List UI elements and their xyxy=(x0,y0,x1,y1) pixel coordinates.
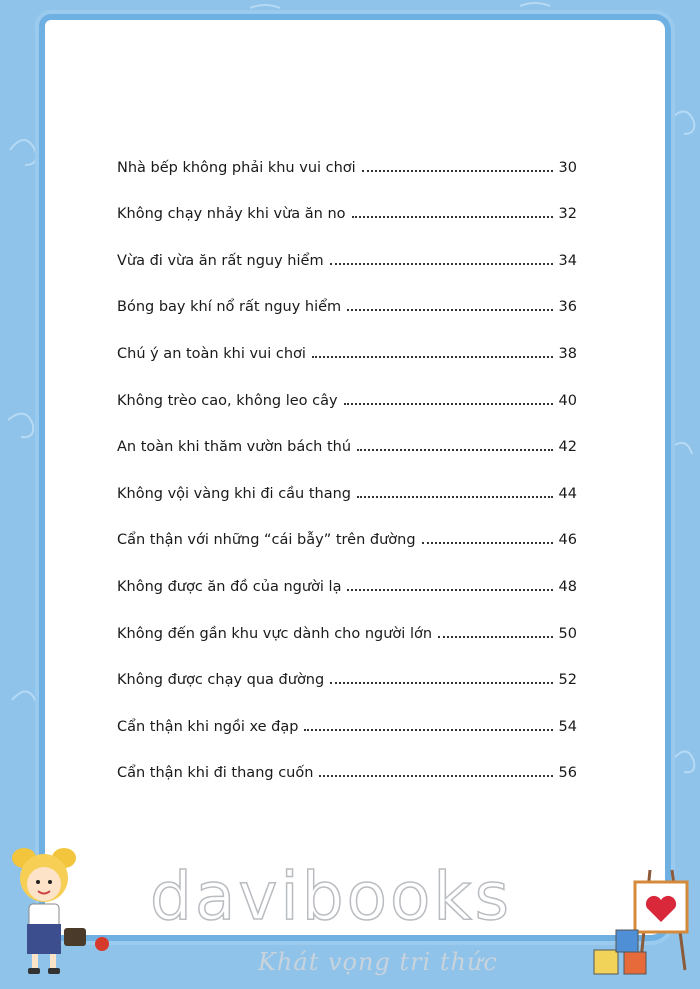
toc-entry-title: An toàn khi thăm vườn bách thú xyxy=(117,439,352,456)
toc-leader-dots xyxy=(352,216,553,218)
toc-entry-title: Không trèo cao, không leo cây xyxy=(117,392,338,409)
toc-entry-title: Chú ý an toàn khi vui chơi xyxy=(117,345,306,362)
toc-entry-page: 30 xyxy=(558,159,577,176)
toc-entry[interactable] xyxy=(117,145,577,192)
toc-entry[interactable] xyxy=(117,518,577,565)
toc-leader-dots xyxy=(438,636,553,638)
toc-leader-dots xyxy=(357,496,553,498)
toc-entry-title: Không được chạy qua đường xyxy=(117,672,325,689)
toc-entry-title: Bóng bay khí nổ rất nguy hiểm xyxy=(117,299,342,316)
toc-entry-page: 54 xyxy=(558,718,577,735)
toc-entry-page: 56 xyxy=(558,765,577,782)
toc-entry-page: 40 xyxy=(558,392,577,409)
toc-entry-page: 46 xyxy=(558,532,577,549)
toc-leader-dots xyxy=(312,356,553,358)
toc-leader-dots xyxy=(362,170,553,172)
toc-leader-dots xyxy=(344,403,553,405)
toc-leader-dots xyxy=(347,309,553,311)
toc-entry-page: 42 xyxy=(558,439,577,456)
toc-leader-dots xyxy=(330,682,553,684)
toc-entry[interactable] xyxy=(117,658,577,705)
toc-entry-title: Không chạy nhảy khi vừa ăn no xyxy=(117,206,346,223)
toc-leader-dots xyxy=(330,263,553,265)
toc-entry[interactable] xyxy=(117,425,577,472)
toc-entry-page: 38 xyxy=(558,345,577,362)
watermark-tagline: Khát vọng tri thức xyxy=(258,948,498,976)
toc-leader-dots xyxy=(319,775,553,777)
toc-entry[interactable] xyxy=(117,704,577,751)
toc-entry-page: 32 xyxy=(558,206,577,223)
toc-leader-dots xyxy=(422,542,553,544)
toc-entry-page: 50 xyxy=(558,625,577,642)
toc-entry-title: Cẩn thận với những “cái bẫy” trên đường xyxy=(117,532,416,549)
toc-entry[interactable] xyxy=(117,331,577,378)
toc-entry-title: Không đến gần khu vực dành cho người lớn xyxy=(117,625,433,642)
toc-entry[interactable] xyxy=(117,611,577,658)
toc-leader-dots xyxy=(357,449,553,451)
toc-entry-page: 44 xyxy=(558,485,577,502)
toc-entry-page: 34 xyxy=(558,252,577,269)
easel-heart-blocks-icon xyxy=(580,860,700,989)
toc-entry-page: 52 xyxy=(558,672,577,689)
toc-entry[interactable] xyxy=(117,564,577,611)
toc-entry[interactable] xyxy=(117,378,577,425)
girl-with-bag-icon xyxy=(2,840,112,980)
toc-entry[interactable] xyxy=(117,192,577,239)
toc-entry[interactable] xyxy=(117,285,577,332)
watermark-brand: davibooks xyxy=(150,858,512,935)
toc-entry[interactable] xyxy=(117,471,577,518)
toc-entry-title: Không vội vàng khi đi cầu thang xyxy=(117,485,352,502)
toc-entry[interactable] xyxy=(117,238,577,285)
toc-entry-title: Cẩn thận khi đi thang cuốn xyxy=(117,765,314,782)
toc-entry-title: Nhà bếp không phải khu vui chơi xyxy=(117,159,356,176)
toc-entry[interactable] xyxy=(117,751,577,798)
toc-entry-title: Vừa đi vừa ăn rất nguy hiểm xyxy=(117,252,324,269)
toc-entry-title: Không được ăn đồ của người lạ xyxy=(117,578,342,595)
toc-leader-dots xyxy=(347,589,553,591)
toc-leader-dots xyxy=(304,729,553,731)
toc-entry-title: Cẩn thận khi ngồi xe đạp xyxy=(117,718,299,735)
toc-entry-page: 36 xyxy=(558,299,577,316)
table-of-contents xyxy=(117,145,577,797)
toc-entry-page: 48 xyxy=(558,578,577,595)
